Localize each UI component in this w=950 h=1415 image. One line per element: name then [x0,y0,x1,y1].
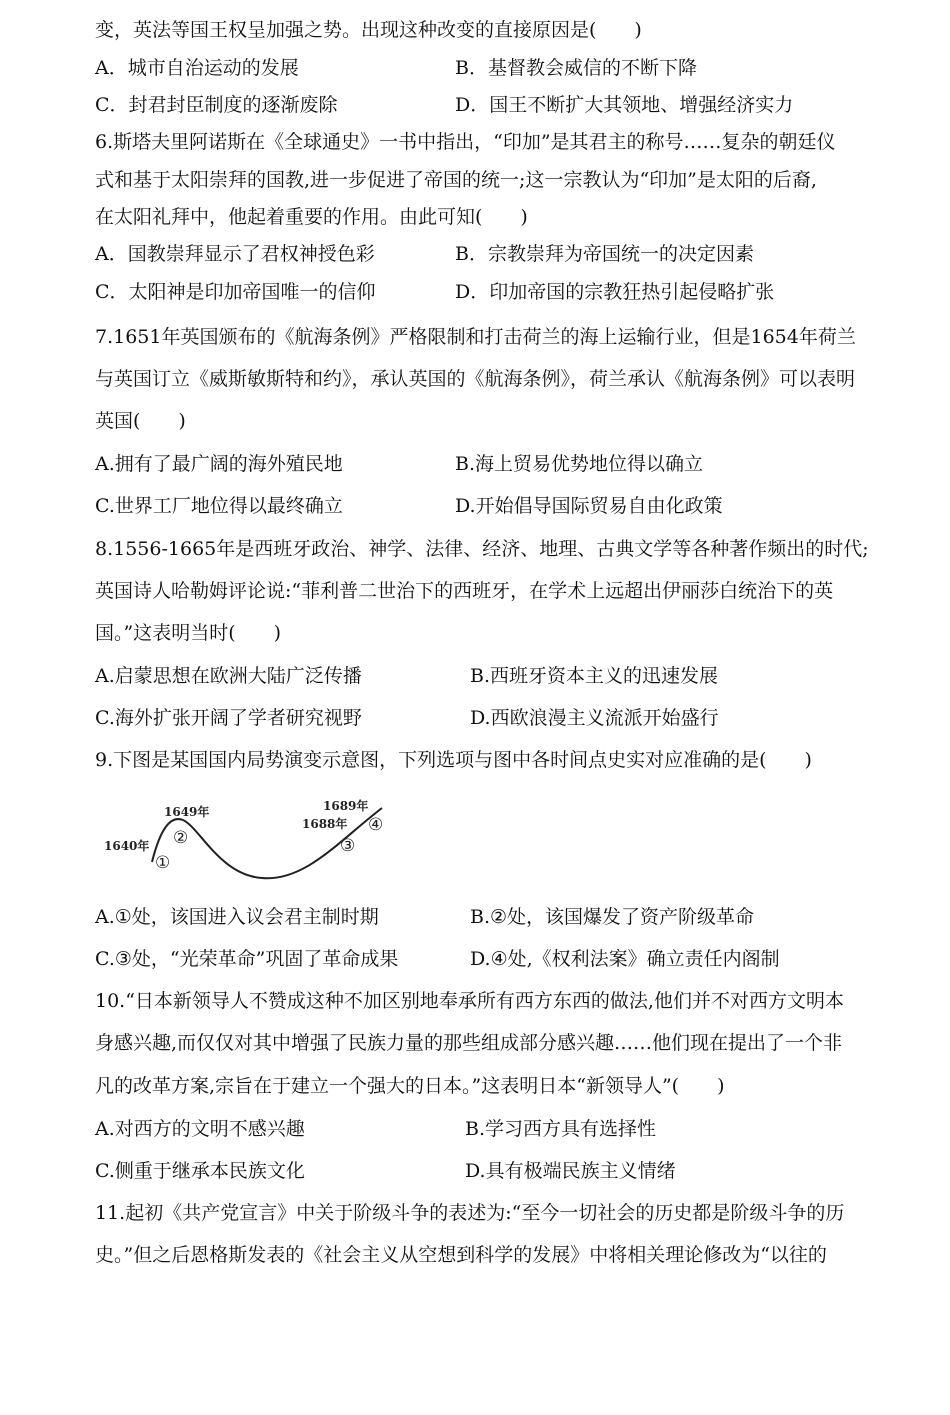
q8-option-d: D.西欧浪漫主义流派开始盛行 [470,707,719,729]
q6-option-d: D．印加帝国的宗教狂热引起侵略扩张 [455,281,775,303]
q8-stem-line1: 8.1556-1665年是西班牙政治、神学、法律、经济、地理、古典文学等各种著作频出的时代; [95,538,869,560]
q5-option-a: A．城市自治运动的发展 [95,57,299,79]
label-1640: 1640年 [104,839,150,853]
q6-stem-line1: 6.斯塔夫里阿诺斯在《全球通史》一书中指出，“印加”是其君主的称号……复杂的朝廷仪 [95,131,836,153]
marker-2: ② [173,828,189,848]
label-1688: 1688年 [302,817,348,831]
q7-stem-line3: 英国( ) [95,410,186,432]
q7-option-b: B.海上贸易优势地位得以确立 [455,453,704,475]
q6-stem-line3: 在太阳礼拜中，他起着重要的作用。由此可知( ) [95,206,528,228]
q7-option-a: A.拥有了最广阔的海外殖民地 [95,453,343,475]
label-1689: 1689年 [323,799,369,813]
q8-stem-line2: 英国诗人哈勒姆评论说:“菲利普二世治下的西班牙，在学术上远超出伊丽莎白统治下的英 [95,580,834,602]
q5-option-b: B．基督教会威信的不断下降 [455,57,697,79]
q7-stem-line2: 与英国订立《威斯敏斯特和约》，承认英国的《航海条例》，荷兰承认《航海条例》可以表明 [95,368,856,390]
q9-option-d: D.④处,《权利法案》确立责任内阁制 [470,948,780,970]
q7-option-d: D.开始倡导国际贸易自由化政策 [455,495,723,517]
q9-stem-line1: 9.下图是某国国内局势演变示意图，下列选项与图中各时间点史实对应准确的是( ) [95,749,812,771]
q5-option-d: D．国王不断扩大其领地、增强经济实力 [455,94,794,116]
q10-stem-line2: 身感兴趣,而仅仅对其中增强了民族力量的那些组成部分感兴趣……他们现在提出了一个非 [95,1032,843,1054]
q10-stem-line1: 10.“日本新领导人不赞成这种不加区别地奉承所有西方东西的做法,他们并不对西方文明本 [95,990,844,1012]
q9-option-a: A.①处，该国进入议会君主制时期 [95,906,379,928]
q6-stem-line2: 式和基于太阳崇拜的国教,进一步促进了帝国的统一;这一宗教认为“印加”是太阳的后裔, [95,169,817,191]
q9-option-b: B.②处，该国爆发了资产阶级革命 [470,906,755,928]
domestic-situation-diagram [100,790,400,895]
q5-option-c: C．封君封臣制度的逐渐废除 [95,94,338,116]
marker-4: ④ [368,815,384,835]
q7-option-c: C.世界工厂地位得以最终确立 [95,495,343,517]
q6-option-a: A．国教崇拜显示了君权神授色彩 [95,243,375,265]
q10-option-c: C.侧重于继承本民族文化 [95,1160,305,1182]
q10-stem-line3: 凡的改革方案,宗旨在于建立一个强大的日本。”这表明日本“新领导人”( ) [95,1075,725,1097]
q10-option-b: B.学习西方具有选择性 [465,1118,657,1140]
q11-stem-line1: 11.起初《共产党宣言》中关于阶级斗争的表述为:“至今一切社会的历史都是阶级斗争的历 [95,1202,845,1224]
q9-option-c: C.③处，“光荣革命”巩固了革命成果 [95,948,399,970]
q8-option-b: B.西班牙资本主义的迅速发展 [470,665,719,687]
q8-option-a: A.启蒙思想在欧洲大陆广泛传播 [95,665,362,687]
marker-3: ③ [340,836,356,856]
q6-option-b: B．宗教崇拜为帝国统一的决定因素 [455,243,754,265]
q5-stem: 变，英法等国王权呈加强之势。出现这种改变的直接原因是( ) [95,19,642,41]
marker-1: ① [155,853,171,873]
label-1649: 1649年 [164,805,210,819]
q10-option-d: D.具有极端民族主义情绪 [465,1160,676,1182]
q8-stem-line3: 国。”这表明当时( ) [95,622,282,644]
q8-option-c: C.海外扩张开阔了学者研究视野 [95,707,362,729]
q11-stem-line2: 史。”但之后恩格斯发表的《社会主义从空想到科学的发展》中将相关理论修改为“以往的 [95,1244,827,1266]
q7-stem-line1: 7.1651年英国颁布的《航海条例》严格限制和打击荷兰的海上运输行业，但是1654年荷兰 [95,326,856,348]
q10-option-a: A.对西方的文明不感兴趣 [95,1118,305,1140]
q6-option-c: C．太阳神是印加帝国唯一的信仰 [95,281,376,303]
